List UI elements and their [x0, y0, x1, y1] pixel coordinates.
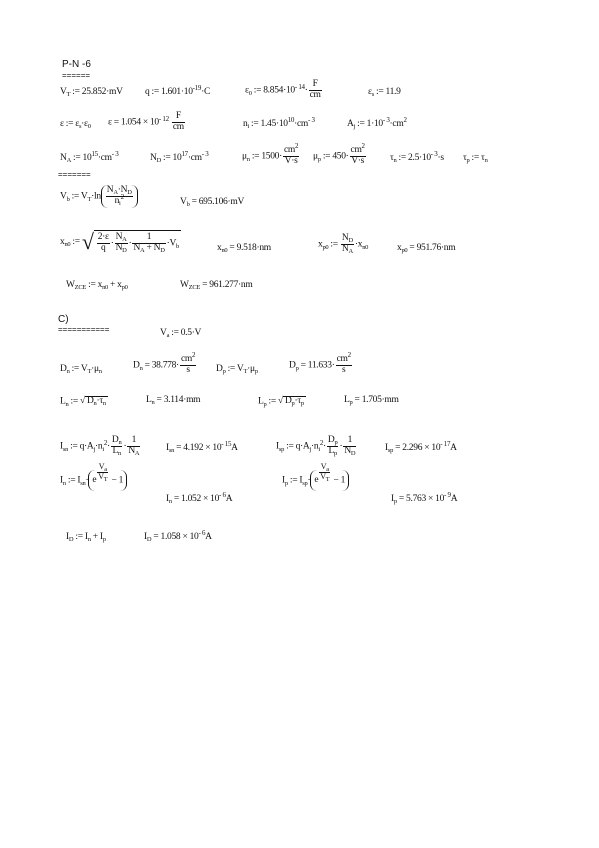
wzce-formula: $W_{ZCE}$ := $x_{n0} + x_{p0}$ [66, 280, 128, 291]
ln-formula: $L_n$ := √ $D_n\cdot\tau_n$ [60, 395, 106, 408]
taup-definition: $\tau_p$ := $\tau_n$ [463, 153, 488, 164]
in-formula: $I_n$ := $I_{sn}\cdot e$ $\frac{V_a}{V_T}$ − 1 [60, 470, 127, 491]
dn-result: $D_n = 38.778\cdot$ $\frac{cm^2}{s}$ [133, 351, 196, 375]
dn-formula: $D_n$ := $V_T\cdot\mu_n$ [60, 364, 102, 375]
id-result: $I_D = 1.058 \times 10^{- 6}A$ [144, 529, 212, 543]
ip-formula: $I_p$ := $I_{sp}\cdot e$ $\frac{V_a}{V_T}$ − 1 [282, 470, 349, 491]
isp-result: $I_{sp} = 2.296 \times 10^{- 17}A$ [385, 440, 457, 454]
separator-2: =========== [58, 325, 110, 334]
separator-1: ======= [58, 170, 91, 179]
taun-definition: $\tau_n$ := $2.5\cdot 10^{- 3}\cdot s$ [390, 150, 444, 164]
eps-definition: ε := $\varepsilon_s\cdot\varepsilon_0$ [60, 119, 91, 130]
ip-result: $I_p = 5.763 \times 10^{- 9}A$ [391, 491, 458, 505]
page-title: P-N -6 [62, 59, 91, 70]
ln-result: $L_n = 3.114\cdot mm$ [146, 395, 201, 406]
dp-formula: $D_p$ := $V_T\cdot\mu_p$ [216, 364, 258, 375]
epss-definition: $\varepsilon_s$ := 11.9 [368, 87, 401, 98]
wzce-result: $W_{ZCE} = 961.277\cdot nm$ [180, 280, 253, 291]
isn-result: $I_{sn} = 4.192 \times 10^{- 15}A$ [166, 440, 238, 454]
dp-result: $D_p = 11.633\cdot$ $\frac{cm^2}{s}$ [289, 351, 351, 375]
q-definition: q := $1.601\cdot 10^{-19}\cdot C$ [145, 84, 210, 97]
in-result: $I_n = 1.052 \times 10^{- 6}A$ [166, 491, 233, 505]
xn0-formula: $x_{n0}$ := √ $\frac{2\cdot\varepsilon}{q}$ · $\frac{N_A}{N_D}$ · $\frac{1}{N_A + N_D}$ $\cdot V_b$ [60, 228, 179, 254]
vb-formula: $V_b$ := $V_T\cdot\ln$ $\frac{N_A\cdot N_D}{n_i^2}$ [60, 185, 138, 208]
lp-result: $L_p = 1.705\cdot mm$ [344, 395, 399, 406]
eps-result: $\varepsilon = 1.054 \times 10^{- 12}$ $\frac{F}{cm}$ [108, 111, 184, 132]
lp-formula: $L_p$ := √ $D_p\cdot\tau_p$ [258, 395, 304, 408]
isn-formula: $I_{sn}$ := $q\cdot A_j\cdot n_i^2\cdot$ $\frac{D_n}{L_n}$ · $\frac{1}{N_A}$ [60, 435, 140, 457]
section-c-heading: C) [58, 314, 69, 325]
id-formula: $I_D$ := $I_n + I_p$ [66, 532, 106, 543]
isp-formula: $I_{sp}$ := $q\cdot A_j\cdot n_i^2\cdot$ $\frac{D_p}{L_p}$ · $\frac{1}{N_D}$ [276, 435, 356, 457]
nd-definition: $N_D$ := $10^{17}\cdot cm^{- 3}$ [150, 150, 209, 164]
mun-definition: $\mu_n$ := 1500· $\frac{cm^2}{V\cdot s}$ [242, 142, 299, 166]
title-underline: ====== [62, 71, 91, 80]
xn0-result: $x_{n0} = 9.518\cdot nm$ [217, 243, 271, 254]
vb-result: $V_b = 695.106\cdot mV$ [180, 197, 245, 208]
vt-definition: $V_T$ := 25.852·mV [60, 87, 123, 98]
mup-definition: $\mu_p$ := 450· $\frac{cm^2}{V\cdot s}$ [313, 142, 365, 166]
na-definition: $N_A$ := $10^{15}\cdot cm^{- 3}$ [60, 150, 119, 164]
eps0-definition: $\varepsilon_0$ := $8.854\cdot 10^{- 14}\cdot$ $\frac{F}{cm}$ [245, 79, 321, 100]
xp0-formula: $x_{p0}$ := $\frac{N_D}{N_A}$ $\cdot x_{n0}$ [318, 233, 369, 255]
xp0-result: $x_{p0} = 951.76\cdot nm$ [397, 243, 456, 254]
aj-definition: $A_j$ := $1\cdot 10^{- 3}\cdot cm^2$ [347, 116, 407, 130]
ni-definition: $n_i$ := $1.45\cdot 10^{10}\cdot cm^{- 3}$ [243, 116, 315, 130]
va-definition: $V_a$ := 0.5·V [160, 328, 202, 339]
